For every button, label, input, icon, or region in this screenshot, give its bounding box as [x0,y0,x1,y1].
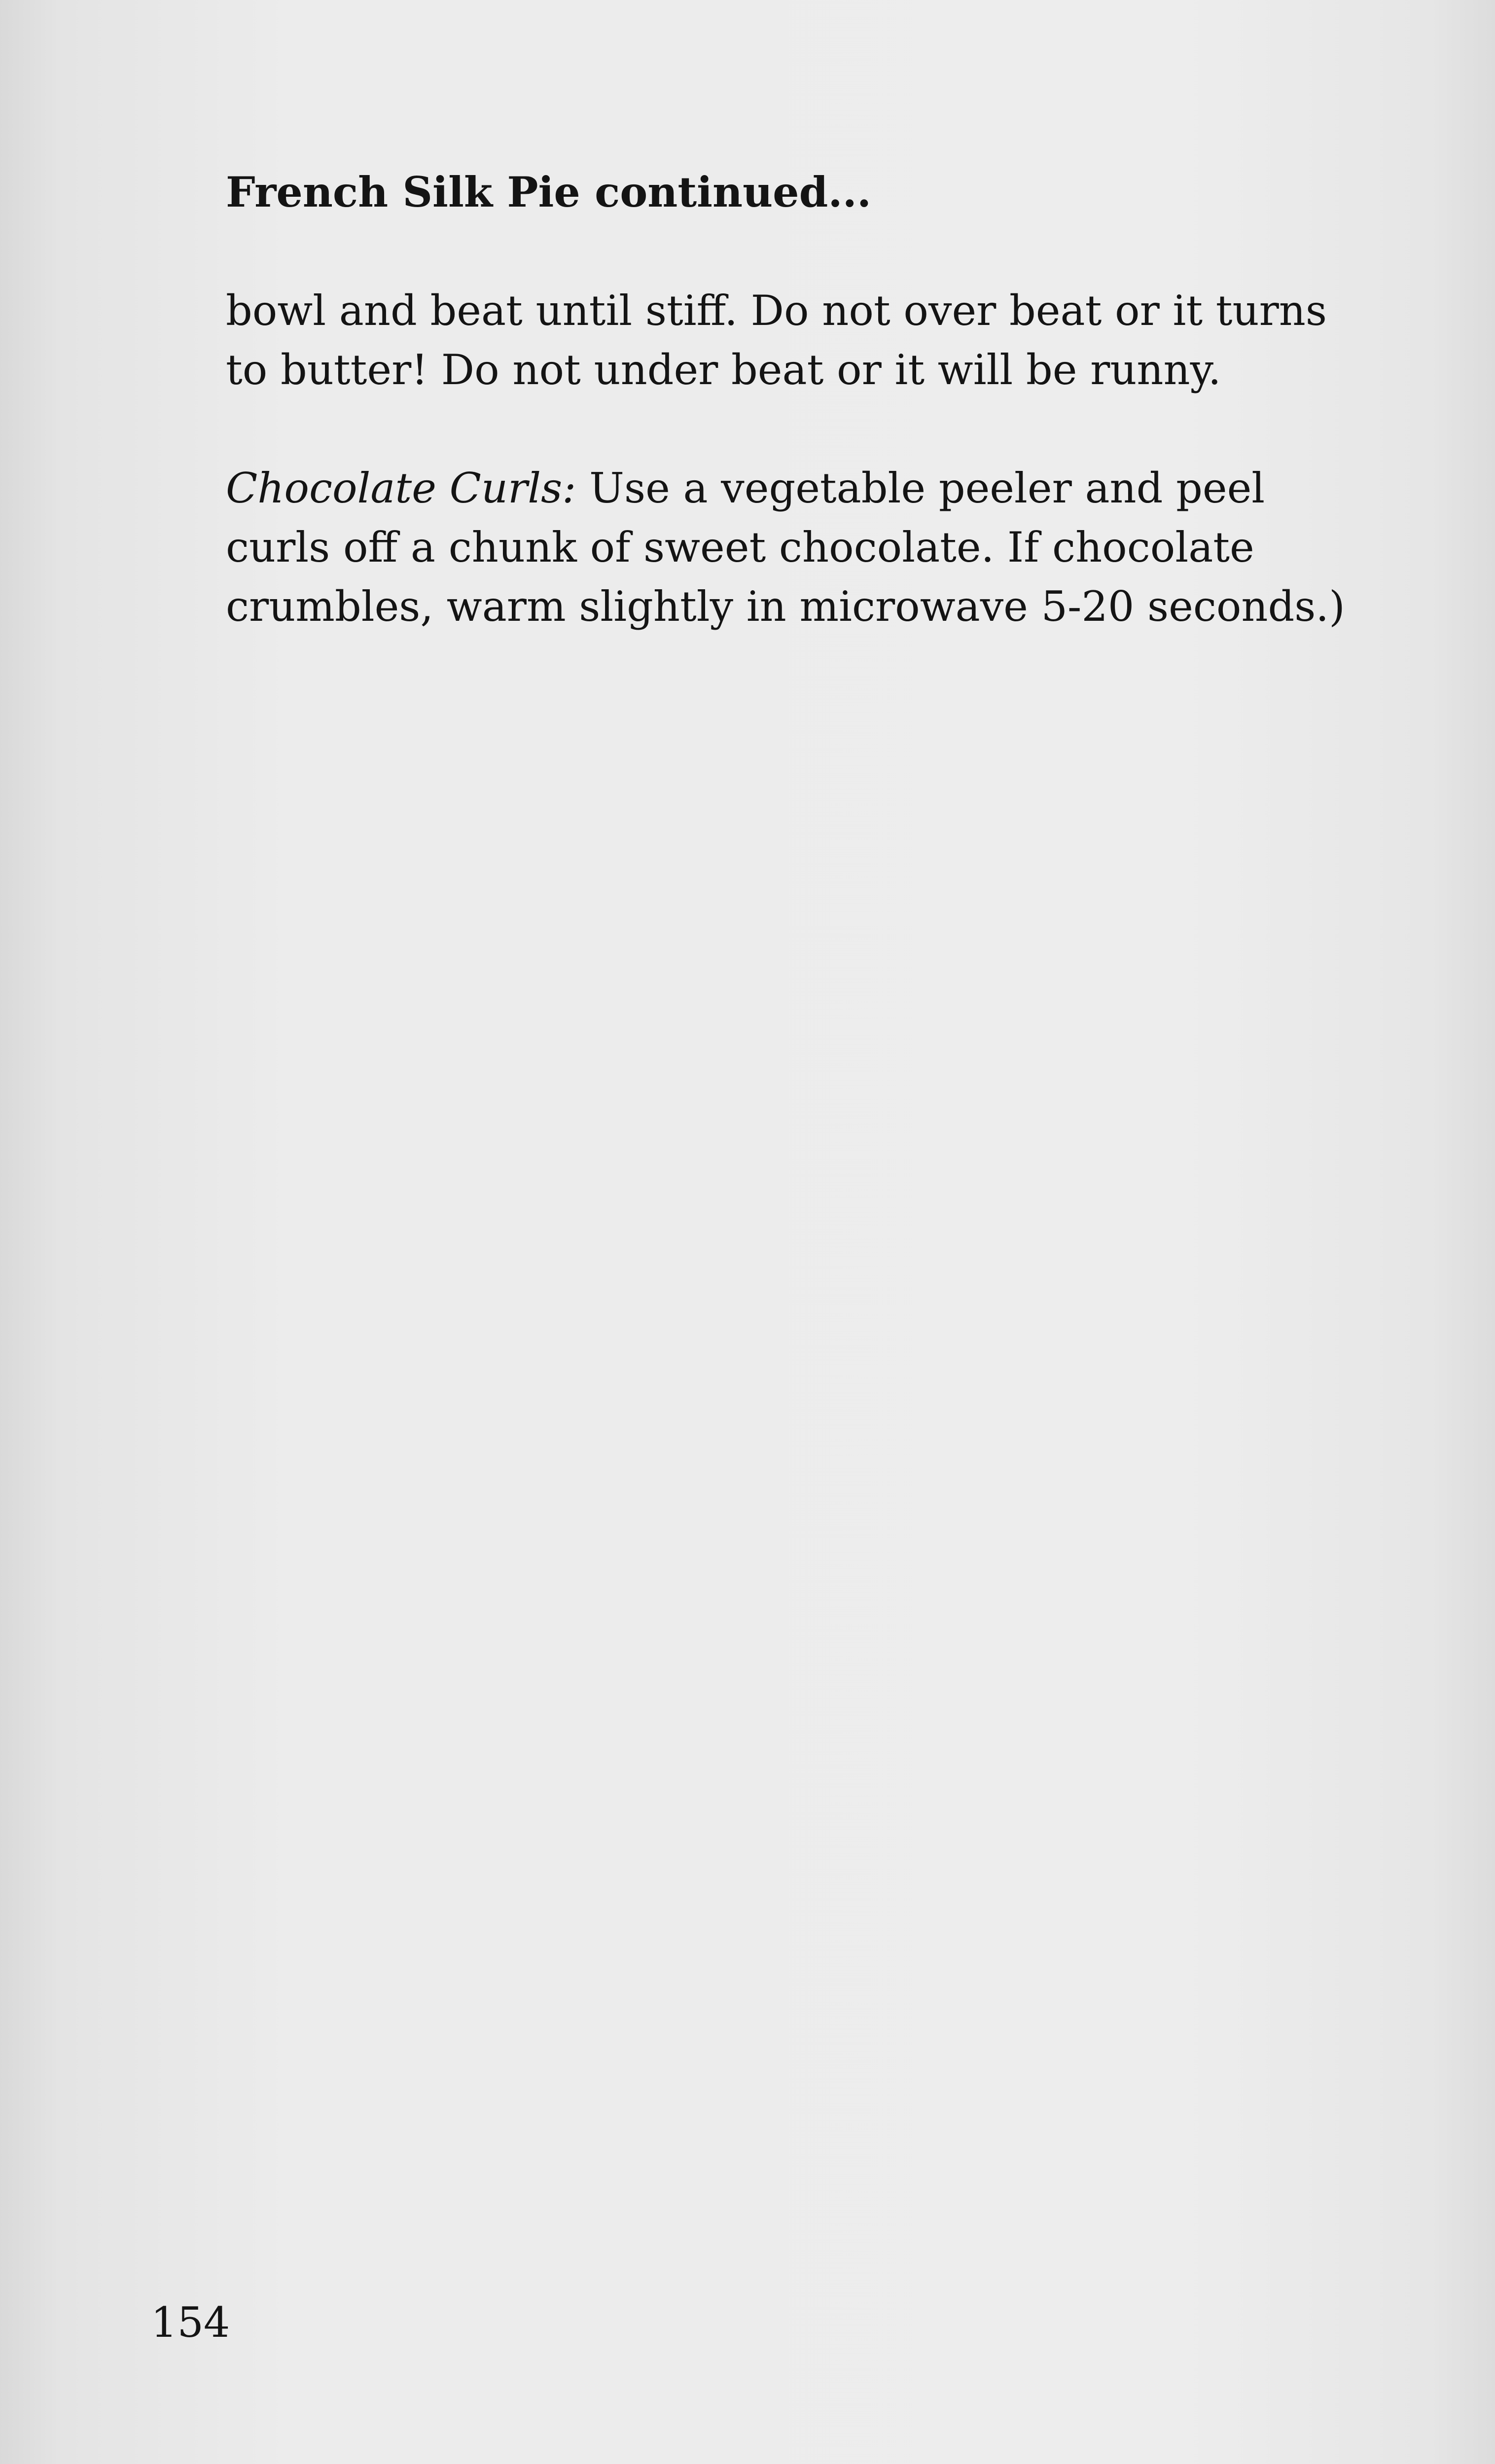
recipe-paragraph: bowl and beat until stiff. Do not over beat or it turns to butter! Do not under beat or it will be runny. [226,286,1327,394]
page-number: 154 [151,2298,230,2347]
chocolate-curls-label: Chocolate Curls: [226,464,576,512]
chocolate-curls-text: Use a vegetable peeler and peel curls off a chunk of sweet chocolate. If chocolate crumbles, warm slightly in microwave 5-20 seconds.) [226,464,1345,631]
recipe-heading: French Silk Pie continued... [226,168,872,216]
chocolate-curls-paragraph [226,459,1360,636]
page-content [226,163,1360,695]
